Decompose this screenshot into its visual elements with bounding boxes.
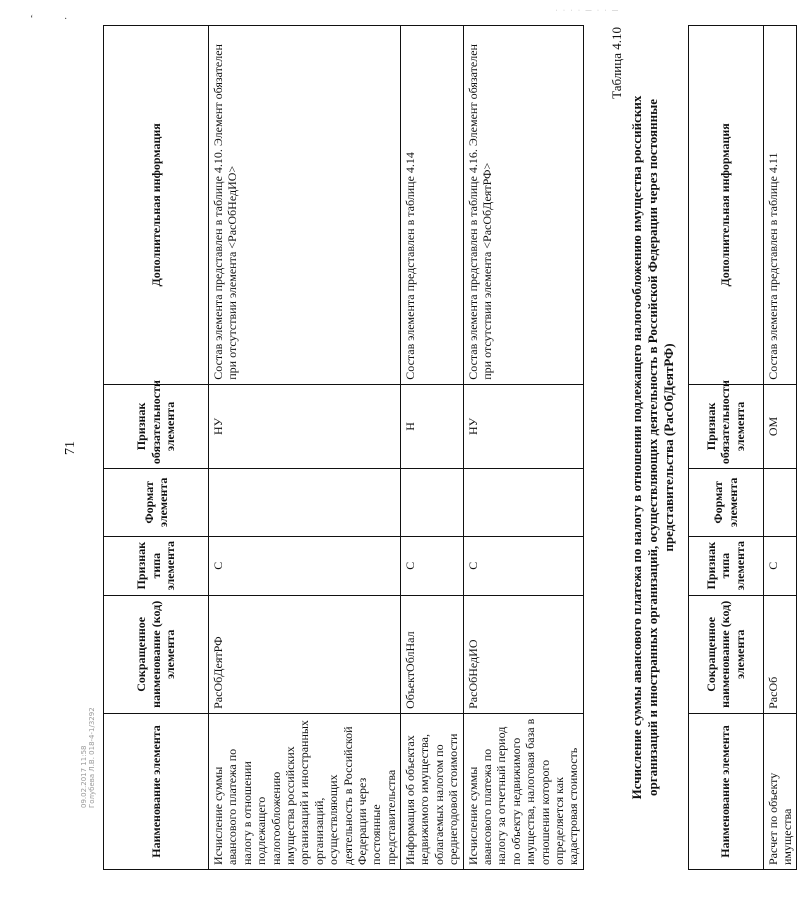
header-code: Сокращенное наименование (код) элемента xyxy=(104,595,209,713)
table-title: Исчисление суммы авансового платежа по налогу в отношении подлежащего налогообложению имущества российских организаций и иностранных организаций, осуществляющих деятельность в Российской Федерации через постоянные представительства (РасОбДеятРФ) xyxy=(628,95,677,800)
cell-info: Состав элемента представлен в таблице 4.11 xyxy=(763,26,797,385)
table-header-row xyxy=(104,26,209,870)
cell-name: Исчисление суммы авансового платежа по налогу в отношении подлежащего налогообложению имущества российских организаций и иностранных организаций, осуществляющих деятельность в Российской Федерации через постоянные представительства xyxy=(209,713,401,869)
stamp-line: 09.02.2017 11:58 xyxy=(80,745,88,808)
cell-code: ОбъектОблНал xyxy=(401,595,464,713)
cell-type: С xyxy=(463,536,583,595)
corner-mark-right: · xyxy=(64,14,68,25)
header-required: Признак обязательности элемента xyxy=(688,384,763,468)
header-type: Признак типа элемента xyxy=(688,536,763,595)
cell-code: РасОбНедИО xyxy=(463,595,583,713)
cell-type: С xyxy=(763,536,797,595)
stamp-line: Голубева Л.В. 018-4-1/3292 xyxy=(88,707,97,808)
cell-type: С xyxy=(401,536,464,595)
cell-type: С xyxy=(209,536,401,595)
cell-info: Состав элемента представлен в таблице 4.14 xyxy=(401,26,464,385)
page-number: 71 xyxy=(63,441,78,455)
cell-info: Состав элемента представлен в таблице 4.10. Элемент обязателен при отсутствии элемента <РасОбНедИО> xyxy=(209,26,401,385)
header-info: Дополнительная информация xyxy=(688,26,763,385)
elements-table xyxy=(103,25,584,870)
rasob-table xyxy=(688,25,797,870)
header-format: Формат элемента xyxy=(104,469,209,537)
cell-format xyxy=(401,469,464,537)
cell-format xyxy=(209,469,401,537)
cell-required: ОМ xyxy=(763,384,797,468)
header-info: Дополнительная информация xyxy=(104,26,209,385)
cell-code: РасОбДеятРФ xyxy=(209,595,401,713)
table-row xyxy=(463,26,583,870)
cell-info: Состав элемента представлен в таблице 4.16. Элемент обязателен при отсутствии элемента <РасОбДеятРФ> xyxy=(463,26,583,385)
header-name: Наименование элемента xyxy=(688,713,763,869)
rotated-document xyxy=(95,25,794,870)
corner-mark-left: ‘ xyxy=(30,14,34,25)
cell-name: Расчет по объекту имущества xyxy=(763,713,797,869)
cell-name: Исчисление суммы авансового платежа по налогу за отчетный период по объекту недвижимого имущества, налоговая база в отношении которого определяется как кадастровая стоимость xyxy=(463,713,583,869)
cell-required: Н xyxy=(401,384,464,468)
table-row xyxy=(763,26,797,870)
cell-required: НУ xyxy=(463,384,583,468)
header-code: Сокращенное наименование (код) элемента xyxy=(688,595,763,713)
header-required: Признак обязательности элемента xyxy=(104,384,209,468)
table-header-row xyxy=(688,26,763,870)
table-label: Таблица 4.10 xyxy=(608,27,624,99)
cell-name: Информация об объектах недвижимого имущества, облагаемых налогом по среднегодовой стоимости xyxy=(401,713,464,869)
cell-format xyxy=(763,469,797,537)
cell-code: РасОб xyxy=(763,595,797,713)
table-row xyxy=(209,26,401,870)
table-row xyxy=(401,26,464,870)
header-name: Наименование элемента xyxy=(104,713,209,869)
scan-noise: · · · · — · · — xyxy=(555,8,620,14)
header-type: Признак типа элемента xyxy=(104,536,209,595)
cell-format xyxy=(463,469,583,537)
header-format: Формат элемента xyxy=(688,469,763,537)
cell-required: НУ xyxy=(209,384,401,468)
